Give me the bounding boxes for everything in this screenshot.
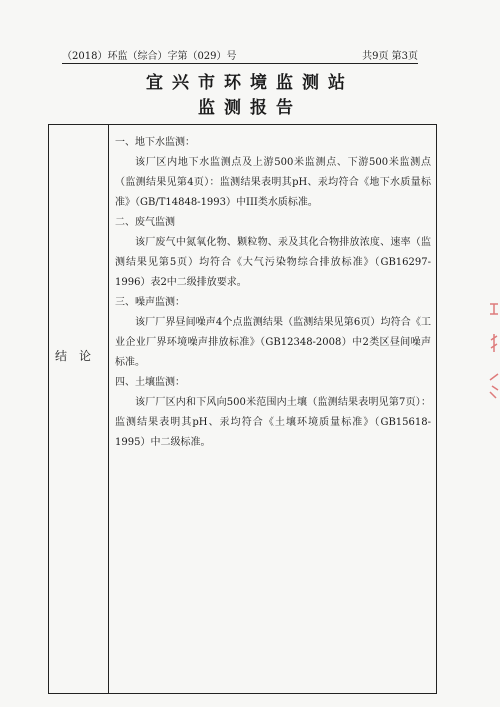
section-heading-soil: 四、土壤监测： bbox=[115, 377, 185, 388]
section-heading-groundwater: 一、地下水监测： bbox=[115, 137, 195, 148]
conclusion-table bbox=[48, 124, 437, 694]
section-body-noise: 该厂厂界昼间噪声4个点监测结果（监测结果见第6页）均符合《工业企业厂界环境噪声排放标准》（GB12348-2008）中2类区昼间噪声标准。 bbox=[115, 317, 431, 368]
page-info: 共9页 第3页 bbox=[362, 51, 418, 62]
seal-stamp-fragment bbox=[488, 300, 500, 400]
seal-stamp-icon bbox=[488, 300, 500, 400]
section-body-groundwater: 该厂区内地下水监测点及上游500米监测点、下游500米监测点（监测结果见第4页）：监测结果表明其pH、汞均符合《地下水质量标准》（GB/T14848-1993）中III类水质标准。 bbox=[115, 157, 431, 208]
report-type-title: 监测报告 bbox=[198, 98, 302, 118]
conclusion-label: 结论 bbox=[54, 349, 103, 363]
conclusion-content bbox=[115, 133, 431, 453]
document-number: （2018）环监（综合）字第（029）号 bbox=[62, 51, 237, 62]
section-heading-noise: 三、噪声监测： bbox=[115, 297, 185, 308]
document-header bbox=[62, 47, 418, 64]
section-body-exhaust-gas: 该厂废气中氮氧化物、颗粒物、汞及其化合物排放浓度、速率（监测结果见第5页）均符合《大气污染物综合排放标准》（GB16297-1996）表2中二级排放要求。 bbox=[115, 237, 431, 288]
label-column bbox=[49, 125, 109, 693]
section-heading-exhaust-gas: 二、废气监测 bbox=[115, 217, 175, 228]
section-body-soil: 该厂厂区内和下风向500米范围内土壤（监测结果表明见第7页）：监测结果表明其pH、汞均符合《土壤环境质量标准》（GB15618-1995）中二级标准。 bbox=[115, 397, 431, 448]
report-org-title: 宜兴市环境监测站 bbox=[146, 73, 354, 93]
